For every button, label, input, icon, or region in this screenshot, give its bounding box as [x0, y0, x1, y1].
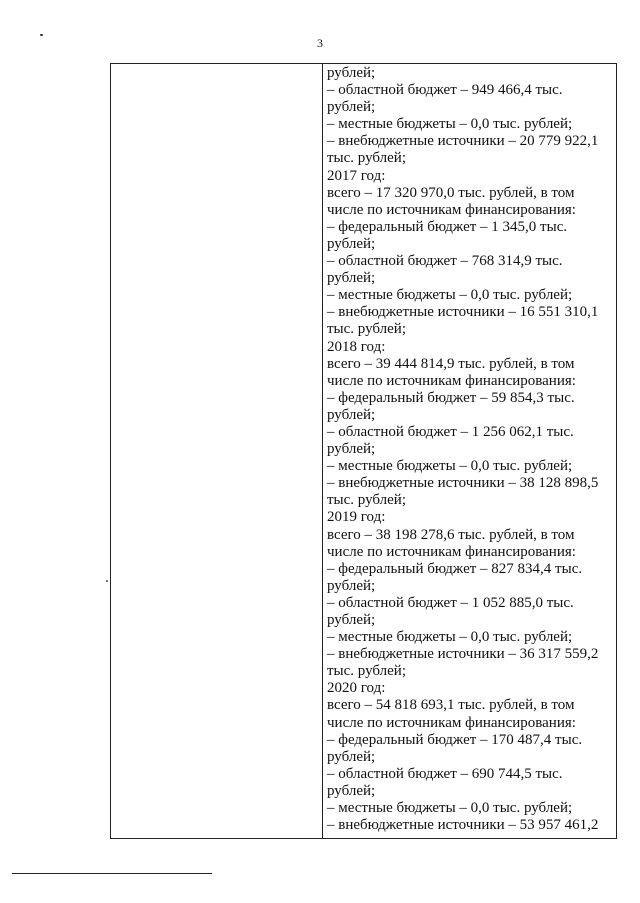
table-text-line: числе по источникам финансирования: — [327, 714, 576, 731]
funding-table — [110, 63, 617, 839]
table-text-line: 2017 год: — [327, 167, 386, 184]
table-text-line: всего – 39 444 814,9 тыс. рублей, в том — [327, 355, 575, 372]
table-text-line: – федеральный бюджет – 827 834,4 тыс. — [327, 560, 583, 577]
table-text-line: – областной бюджет – 768 314,9 тыс. — [327, 253, 563, 270]
table-text-line: всего – 54 818 693,1 тыс. рублей, в том — [327, 697, 575, 714]
page-number: 3 — [317, 36, 323, 50]
table-text-line: – областной бюджет – 1 052 885,0 тыс. — [327, 594, 574, 611]
table-text-line: всего – 17 320 970,0 тыс. рублей, в том — [327, 184, 575, 201]
table-text-line: рублей; — [327, 235, 376, 252]
table-text-line: – местные бюджеты – 0,0 тыс. рублей; — [327, 629, 573, 646]
table-text-line: – местные бюджеты – 0,0 тыс. рублей; — [327, 458, 573, 475]
footnote-rule — [12, 873, 212, 874]
table-text-line: 2019 год: — [327, 509, 386, 526]
table-text-line: рублей; — [327, 99, 376, 116]
table-right-cell — [323, 64, 616, 838]
table-text-line: – федеральный бюджет – 59 854,3 тыс. — [327, 389, 575, 406]
table-text-line: – федеральный бюджет – 1 345,0 тыс. — [327, 218, 568, 235]
table-text-line: – внебюджетные источники – 16 551 310,1 — [327, 304, 599, 321]
table-text-line: – внебюджетные источники – 53 957 461,2 — [327, 817, 599, 834]
table-text-line: тыс. рублей; — [327, 663, 406, 680]
table-text-line: – федеральный бюджет – 170 487,4 тыс. — [327, 731, 583, 748]
table-text-line: числе по источникам финансирования: — [327, 543, 576, 560]
table-text-line: рублей; — [327, 441, 376, 458]
table-text-line: рублей; — [327, 406, 376, 423]
table-text-line: – внебюджетные источники – 38 128 898,5 — [327, 475, 599, 492]
table-text-line: – местные бюджеты – 0,0 тыс. рублей; — [327, 800, 573, 817]
table-text-line: тыс. рублей; — [327, 150, 406, 167]
table-text-line: всего – 38 198 278,6 тыс. рублей, в том — [327, 526, 575, 543]
table-left-cell — [111, 64, 323, 838]
table-text-line: рублей; — [327, 612, 376, 628]
table-text-line: – внебюджетные источники – 36 317 559,2 — [327, 646, 599, 663]
table-text-line: числе по источникам финансирования: — [327, 372, 576, 389]
table-text-line: – областной бюджет – 1 256 062,1 тыс. — [327, 423, 574, 440]
table-text-line: – внебюджетные источники – 20 779 922,1 — [327, 133, 599, 150]
table-text-line: – местные бюджеты – 0,0 тыс. рублей; — [327, 116, 573, 133]
table-text-line: тыс. рублей; — [327, 321, 406, 338]
table-text-line: рублей; — [327, 577, 376, 594]
table-text-line: рублей; — [327, 748, 376, 765]
table-text-line: 2020 год: — [327, 680, 386, 697]
table-text-line: – областной бюджет – 949 466,4 тыс. — [327, 82, 563, 99]
scan-speck — [106, 580, 108, 582]
table-text-line: 2018 год: — [327, 338, 386, 355]
table-text-line: – областной бюджет – 690 744,5 тыс. — [327, 765, 563, 782]
table-text-line: рублей; — [327, 270, 376, 287]
table-text-line: тыс. рублей; — [327, 492, 406, 509]
table-text-line: – местные бюджеты – 0,0 тыс. рублей; — [327, 287, 573, 304]
table-text-line: числе по источникам финансирования: — [327, 201, 576, 218]
table-text-line: рублей; — [327, 65, 376, 81]
table-text-line: рублей; — [327, 782, 376, 799]
